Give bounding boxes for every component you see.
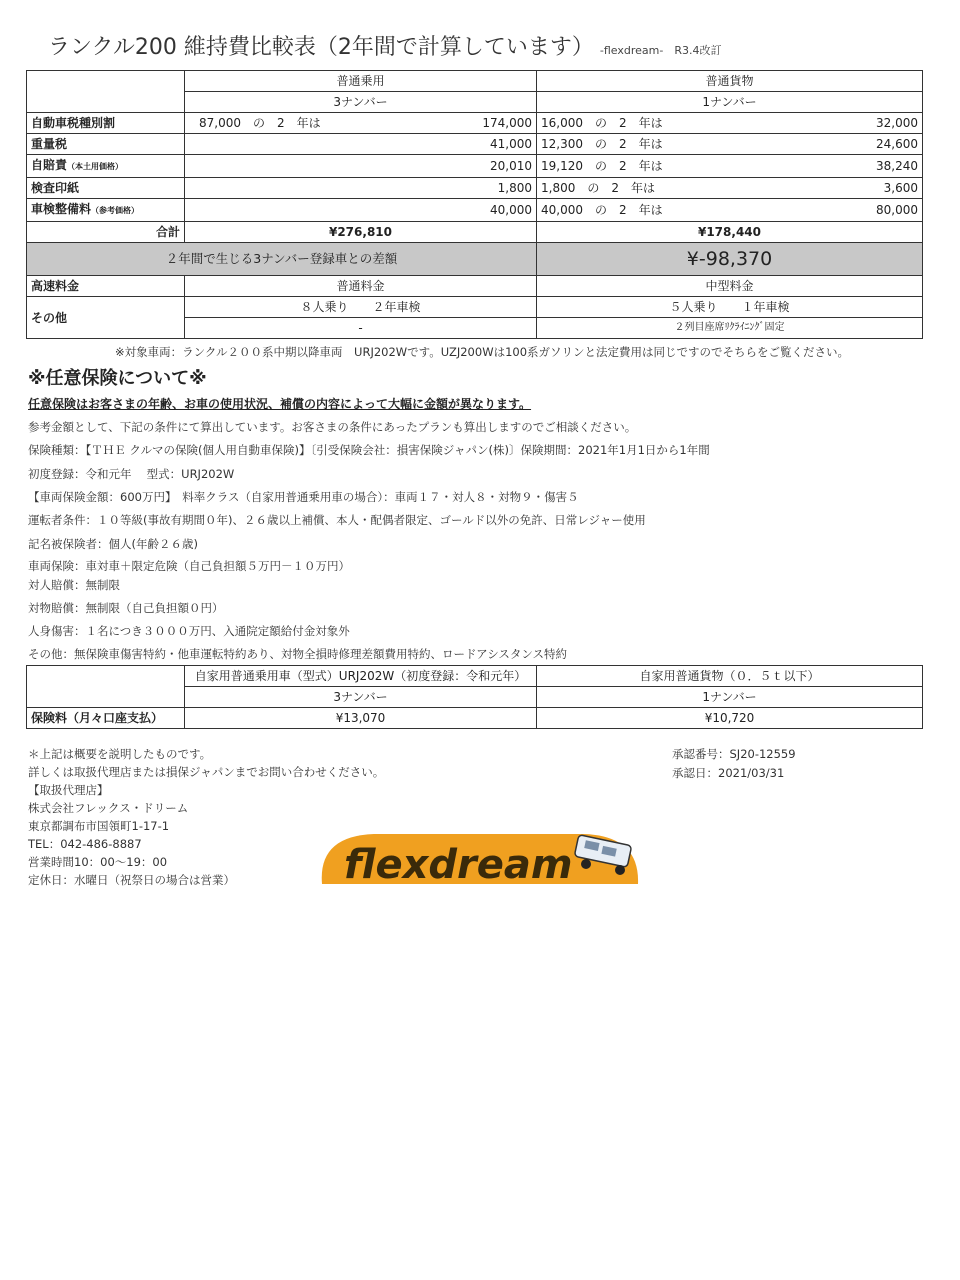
- insurance-condition-line: 車両保険：車対車＋限定危険（自己負担額５万円－１０万円）: [28, 559, 350, 573]
- col1-header: 普通乗用: [185, 71, 537, 92]
- c1-amount: 40,000: [490, 203, 532, 217]
- c2-amount: 3,600: [883, 181, 918, 195]
- highway-label: 高速料金: [27, 276, 185, 297]
- c2-cell: [537, 199, 923, 222]
- insurance-condition-line: 初度登録：令和元年 型式：URJ202W: [28, 467, 235, 481]
- other-row: [27, 297, 923, 318]
- c2-amount: 38,240: [876, 159, 918, 173]
- table-row: [27, 199, 923, 222]
- c1-calc: [189, 200, 199, 220]
- ins-premium-label: 保険料（月々口座支払）: [27, 708, 185, 729]
- ins-premium-col2: ¥10,720: [537, 708, 923, 729]
- approval-number: 承認番号：SJ20-12559: [672, 747, 796, 761]
- table-row: [27, 178, 923, 199]
- c1-calc: 87,000 の 2 年は: [199, 116, 321, 130]
- col2-header: 普通貨物: [537, 71, 923, 92]
- footer-line: ＊上記は概要を説明したものです。: [28, 747, 212, 761]
- flexdream-logo: [314, 826, 644, 892]
- diff-value: ¥-98,370: [537, 243, 923, 276]
- c2-amount: 80,000: [876, 203, 918, 217]
- page-subtitle: -flexdream- R3.4改訂: [599, 44, 722, 57]
- insurance-condition-line: 人身傷害：１名につき３０００万円、入通院定額給付金対象外: [28, 624, 350, 638]
- insurance-condition-line: 【車両保険金額：600万円】 料率クラス（自家用普通乗用車の場合）：車両１７・対人８・対物９・傷害５: [28, 490, 579, 504]
- footer-line: 株式会社フレックス・ドリーム: [28, 801, 189, 815]
- total-label: 合計: [27, 222, 185, 243]
- c2-cell: [537, 134, 923, 155]
- page-title-text: ランクル200 維持費比較表（2年間で計算しています）: [48, 35, 594, 60]
- footer-line: 詳しくは取扱代理店または損保ジャパンまでお問い合わせください。: [28, 765, 385, 779]
- row-label-text: 自動車税種別割: [31, 116, 116, 130]
- c1-cell: [185, 178, 537, 199]
- insurance-heading: ※任意保険について※: [28, 368, 207, 389]
- other-col1-a: ８人乗り ２年車検: [185, 297, 537, 318]
- c2-cell: [537, 178, 923, 199]
- c2-calc: 19,120 の 2 年は: [541, 159, 663, 173]
- insurance-condition-line: 対人賠償：無制限: [28, 578, 120, 592]
- c1-calc: [189, 156, 199, 176]
- c1-amount: 174,000: [482, 116, 532, 130]
- other-col1-b: -: [185, 318, 537, 339]
- table-header-row: [27, 71, 923, 92]
- diff-row: [27, 243, 923, 276]
- c2-calc: 16,000 の 2 年は: [541, 116, 663, 130]
- other-col2-a: ５人乗り １年車検: [537, 297, 923, 318]
- row-label-note: （本土用価格）: [67, 162, 124, 171]
- footer-line: 東京都調布市国領町1-17-1: [28, 819, 170, 833]
- header-empty-cell: [27, 71, 185, 113]
- footer-line: 営業時間10：00～19：00: [28, 855, 168, 869]
- insurance-condition-line: 保険種類：【ＴＨＥ クルマの保険(個人用自動車保険)】〔引受保険会社：損害保険ジャパン(株)〕保険期間：2021年1月1日から1年間: [28, 443, 710, 457]
- row-label: [27, 199, 185, 222]
- diff-label: ２年間で生じる3ナンバー登録車との差額: [27, 243, 537, 276]
- c2-cell: [537, 155, 923, 178]
- insurance-condition-line: 参考金額として、下記の条件にて算出しています。お客さまの条件にあったプランも算出しますのでご相談ください。: [28, 420, 637, 434]
- row-label: [27, 113, 185, 134]
- col1-subheader: 3ナンバー: [185, 92, 537, 113]
- row-label: [27, 155, 185, 178]
- insurance-condition-line: 運転者条件：１０等級(事故有期間０年)、２６歳以上補償、本人・配偶者限定、ゴールド以外の免許、日常レジャー使用: [28, 513, 646, 527]
- c1-cell: [185, 199, 537, 222]
- table-row: [27, 155, 923, 178]
- c2-cell: [537, 113, 923, 134]
- row-label-text: 検査印紙: [31, 181, 80, 195]
- highway-col2: 中型料金: [537, 276, 923, 297]
- c2-calc: 1,800 の 2 年は: [541, 181, 655, 195]
- ins-col1-subheader: 3ナンバー: [185, 687, 537, 708]
- col2-subheader: 1ナンバー: [537, 92, 923, 113]
- ins-header-empty-cell: [27, 666, 185, 708]
- other-col2-b: ２列目座席ﾘｸﾗｲﾆﾝｸﾞ固定: [537, 318, 923, 339]
- c1-amount: 41,000: [490, 137, 532, 151]
- footer-line: 【取扱代理店】: [28, 783, 109, 797]
- table-row: [27, 113, 923, 134]
- row-label: [27, 134, 185, 155]
- row-label-note: （参考価格）: [91, 206, 140, 215]
- ins-col1-header: 自家用普通乗用車（型式）URJ202W（初度登録：令和元年）: [185, 666, 537, 687]
- c2-calc: 40,000 の 2 年は: [541, 203, 663, 217]
- row-label: [27, 178, 185, 199]
- insurance-condition-line: 対物賠償：無制限（自己負担額０円）: [28, 601, 224, 615]
- c2-amount: 32,000: [876, 116, 918, 130]
- insurance-lead: 任意保険はお客さまの年齢、お車の使用状況、補償の内容によって大幅に金額が異なります。: [28, 397, 532, 411]
- ins-premium-row: [27, 708, 923, 729]
- c1-amount: 20,010: [490, 159, 532, 173]
- c1-cell: [185, 113, 537, 134]
- row-label-text: 車検整備料: [31, 202, 92, 216]
- insurance-table: [26, 665, 923, 729]
- c1-cell: [185, 134, 537, 155]
- other-label: その他: [27, 297, 185, 339]
- logo-text: flexdream: [344, 842, 573, 888]
- total-row: [27, 222, 923, 243]
- ins-col2-subheader: 1ナンバー: [537, 687, 923, 708]
- insurance-condition-line: 記名被保険者：個人(年齢２６歳): [28, 537, 198, 551]
- insurance-condition-line: その他：無保険車傷害特約・他車運転特約あり、対物全損時修理差額費用特約、ロードアシスタンス特約: [28, 647, 567, 661]
- row-label-text: 自賠責: [31, 158, 68, 172]
- ins-header-row: [27, 666, 923, 687]
- c2-calc: 12,300 の 2 年は: [541, 137, 663, 151]
- cost-comparison-table: [26, 70, 923, 339]
- page-title: [48, 30, 721, 61]
- ins-col2-header: 自家用普通貨物（０．５ｔ以下）: [537, 666, 923, 687]
- row-label-text: 重量税: [31, 137, 68, 151]
- total-col2: ¥178,440: [537, 222, 923, 243]
- ins-premium-col1: ¥13,070: [185, 708, 537, 729]
- highway-col1: 普通料金: [185, 276, 537, 297]
- highway-row: [27, 276, 923, 297]
- c1-calc: [189, 134, 199, 154]
- approval-date: 承認日：2021/03/31: [672, 766, 785, 780]
- c1-cell: [185, 155, 537, 178]
- table-row: [27, 134, 923, 155]
- footer-line: 定休日：水曜日（祝祭日の場合は営業）: [28, 873, 235, 887]
- target-vehicle-note: ※対象車両：ランクル２００系中期以降車両 URJ202Wです。UZJ200Wは100系ガソリンと法定費用は同じですのでそちらをご覧ください。: [115, 345, 850, 359]
- c1-calc: [189, 178, 199, 198]
- footer-line: TEL：042-486-8887: [28, 837, 142, 851]
- c1-amount: 1,800: [497, 181, 532, 195]
- total-col1: ¥276,810: [185, 222, 537, 243]
- c2-amount: 24,600: [876, 137, 918, 151]
